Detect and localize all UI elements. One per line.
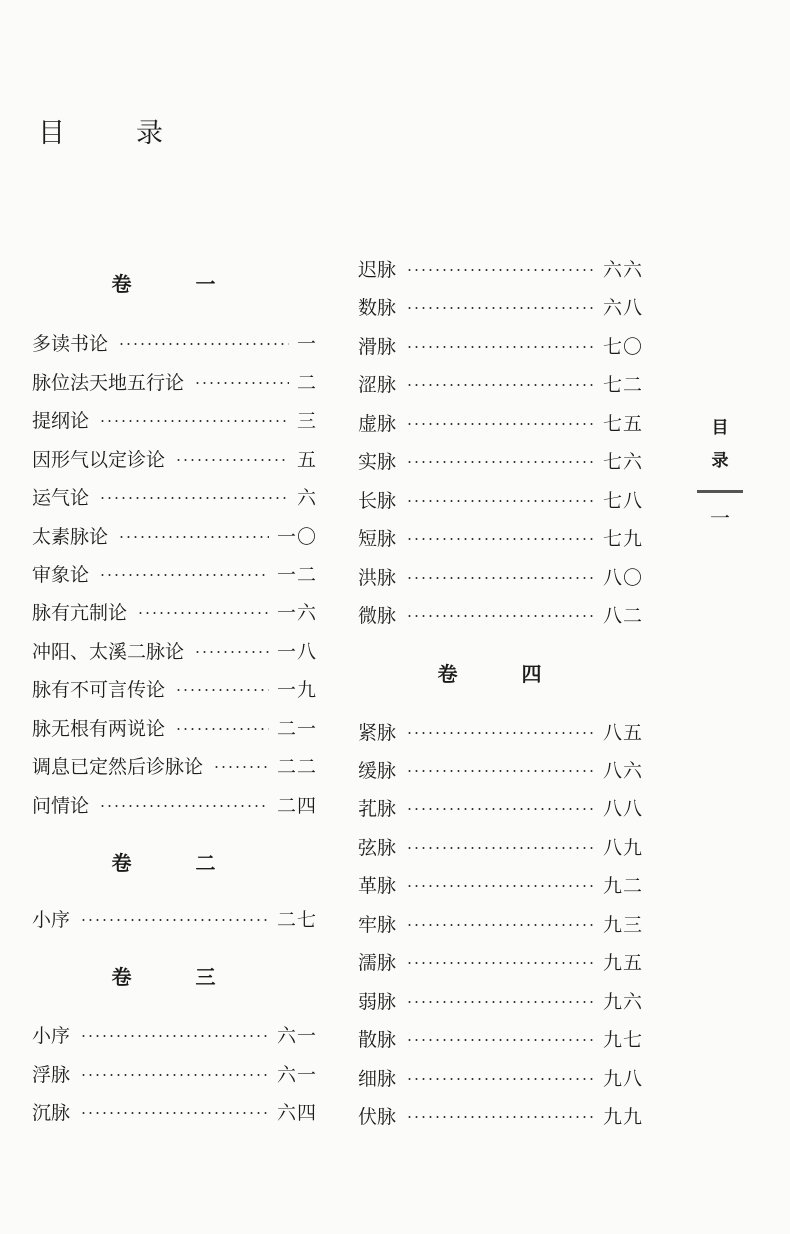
toc-entry[interactable]: [358, 407, 643, 437]
dot-leader: [194, 382, 289, 384]
toc-entry-page: 一〇: [276, 525, 317, 548]
side-section-marker: [696, 412, 744, 533]
toc-entry[interactable]: [32, 673, 317, 703]
toc-entry-page: 七五: [602, 412, 643, 435]
dot-leader: [99, 805, 269, 807]
toc-entry-title: 沉脉: [32, 1101, 71, 1124]
toc-entry-page: 三: [296, 409, 317, 432]
toc-entry[interactable]: [32, 750, 317, 780]
toc-entry-title: 数脉: [358, 296, 397, 319]
dot-leader: [406, 732, 595, 734]
toc-entry-title: 脉有亢制论: [32, 601, 128, 624]
dot-leader: [406, 346, 595, 348]
toc-entry-page: 一: [296, 332, 317, 355]
toc-entry-title: 冲阳、太溪二脉论: [32, 640, 185, 663]
toc-entry[interactable]: [358, 716, 643, 746]
toc-entry-page: 六一: [276, 1063, 317, 1086]
toc-entry-title: 迟脉: [358, 258, 397, 281]
volume-heading-3: 卷 三: [111, 965, 238, 989]
dot-leader: [99, 497, 289, 499]
dot-leader: [406, 1078, 595, 1080]
toc-entry-page: 九五: [602, 951, 643, 974]
toc-entry-title: 紧脉: [358, 721, 397, 744]
toc-entry[interactable]: [358, 253, 643, 283]
dot-leader: [175, 728, 269, 730]
toc-entry-title: 濡脉: [358, 951, 397, 974]
toc-entry-title: 太素脉论: [32, 525, 109, 548]
dot-leader: [99, 574, 269, 576]
dot-leader: [406, 924, 595, 926]
toc-entry[interactable]: [358, 946, 643, 976]
toc-entry-page: 七二: [602, 373, 643, 396]
toc-entry-title: 短脉: [358, 527, 397, 550]
dot-leader: [99, 420, 289, 422]
toc-entry[interactable]: [358, 445, 643, 475]
toc-entry[interactable]: [358, 869, 643, 899]
toc-entry-title: 脉位法天地五行论: [32, 371, 185, 394]
toc-entry[interactable]: [32, 443, 317, 473]
toc-entry[interactable]: [358, 291, 643, 321]
toc-entry-page: 五: [296, 448, 317, 471]
toc-entry-page: 七〇: [602, 335, 643, 358]
page-title: 目 录: [38, 118, 185, 149]
toc-entry[interactable]: [32, 789, 317, 819]
toc-entry[interactable]: [32, 520, 317, 550]
dot-leader: [406, 384, 595, 386]
toc-entry-title: 牢脉: [358, 913, 397, 936]
dot-leader: [406, 538, 595, 540]
toc-entry-page: 一九: [276, 678, 317, 701]
toc-entry[interactable]: [358, 754, 643, 784]
dot-leader: [213, 766, 269, 768]
toc-entry-page: 八八: [602, 797, 643, 820]
dot-leader: [406, 615, 595, 617]
dot-leader: [406, 770, 595, 772]
toc-entry-title: 小序: [32, 1024, 71, 1047]
toc-entry[interactable]: [32, 596, 317, 626]
toc-entry-title: 脉有不可言传论: [32, 678, 166, 701]
toc-entry-page: 八二: [602, 604, 643, 627]
toc-entry[interactable]: [358, 831, 643, 861]
toc-entry-title: 实脉: [358, 450, 397, 473]
side-section-label: 目录: [711, 418, 729, 471]
toc-entry-title: 脉无根有两说论: [32, 717, 166, 740]
toc-entry[interactable]: [358, 599, 643, 629]
toc-entry-title: 审象论: [32, 563, 90, 586]
dot-leader: [406, 423, 595, 425]
toc-entry-title: 弱脉: [358, 990, 397, 1013]
toc-entry[interactable]: [32, 327, 317, 357]
toc-entry[interactable]: [358, 484, 643, 514]
dot-leader: [175, 459, 289, 461]
toc-entry-page: 二七: [276, 908, 317, 931]
dot-leader: [175, 689, 269, 691]
volume-heading-4: 卷 四: [437, 662, 564, 686]
toc-entry-title: 芤脉: [358, 797, 397, 820]
toc-entry-title: 弦脉: [358, 836, 397, 859]
toc-entry-title: 涩脉: [358, 373, 397, 396]
toc-entry[interactable]: [32, 1019, 317, 1049]
dot-leader: [80, 1035, 269, 1037]
toc-entry-page: 九八: [602, 1067, 643, 1090]
dot-leader: [118, 343, 289, 345]
dot-leader: [406, 1116, 595, 1118]
dot-leader: [406, 962, 595, 964]
toc-entry-title: 散脉: [358, 1028, 397, 1051]
toc-entry[interactable]: [32, 712, 317, 742]
toc-entry-page: 六四: [276, 1101, 317, 1124]
dot-leader: [80, 1112, 269, 1114]
toc-entry-page: 一八: [276, 640, 317, 663]
toc-entry-page: 九六: [602, 990, 643, 1013]
toc-entry-page: 八五: [602, 721, 643, 744]
side-divider: [697, 490, 743, 493]
toc-entry-page: 六八: [602, 296, 643, 319]
toc-entry-page: 七六: [602, 450, 643, 473]
toc-entry[interactable]: [358, 522, 643, 552]
toc-entry-title: 问情论: [32, 794, 90, 817]
toc-entry-title: 滑脉: [358, 335, 397, 358]
toc-entry[interactable]: [358, 1062, 643, 1092]
toc-entry-page: 六一: [276, 1024, 317, 1047]
toc-entry[interactable]: [358, 1023, 643, 1053]
dot-leader: [406, 847, 595, 849]
volume-heading-1: 卷 一: [111, 272, 238, 296]
toc-entry-page: 二一: [276, 717, 317, 740]
toc-entry-title: 革脉: [358, 874, 397, 897]
dot-leader: [80, 1074, 269, 1076]
toc-entry-page: 二: [296, 371, 317, 394]
toc-entry-page: 八九: [602, 836, 643, 859]
dot-leader: [406, 1001, 595, 1003]
toc-entry-page: 六六: [602, 258, 643, 281]
toc-entry[interactable]: [32, 903, 317, 933]
volume-heading-2: 卷 二: [111, 851, 238, 875]
toc-entry-title: 调息已定然后诊脉论: [32, 755, 204, 778]
dot-leader: [406, 808, 595, 810]
toc-entry[interactable]: [32, 404, 317, 434]
dot-leader: [406, 577, 595, 579]
toc-entry[interactable]: [358, 561, 643, 591]
toc-entry-page: 一二: [276, 563, 317, 586]
dot-leader: [406, 307, 595, 309]
toc-entry-page: 九七: [602, 1028, 643, 1051]
toc-entry-page: 二四: [276, 794, 317, 817]
toc-entry-title: 微脉: [358, 604, 397, 627]
toc-entry[interactable]: [358, 368, 643, 398]
dot-leader: [118, 536, 269, 538]
toc-entry-page: 六: [296, 486, 317, 509]
side-page-number: 一: [710, 506, 730, 530]
toc-entry-page: 九九: [602, 1105, 643, 1128]
toc-entry[interactable]: [358, 908, 643, 938]
toc-entry-title: 细脉: [358, 1067, 397, 1090]
toc-entry-title: 伏脉: [358, 1105, 397, 1128]
toc-entry-title: 因形气以定诊论: [32, 448, 166, 471]
toc-entry[interactable]: [32, 558, 317, 588]
toc-entry-title: 多读书论: [32, 332, 109, 355]
toc-entry-title: 长脉: [358, 489, 397, 512]
dot-leader: [406, 1039, 595, 1041]
toc-entry-page: 七八: [602, 489, 643, 512]
toc-entry[interactable]: [32, 1096, 317, 1126]
dot-leader: [406, 461, 595, 463]
toc-entry-title: 缓脉: [358, 759, 397, 782]
toc-entry-page: 二二: [276, 755, 317, 778]
toc-entry[interactable]: [358, 330, 643, 360]
toc-entry[interactable]: [32, 366, 317, 396]
toc-entry-page: 九三: [602, 913, 643, 936]
dot-leader: [80, 919, 269, 921]
toc-entry[interactable]: [32, 1058, 317, 1088]
toc-entry-page: 七九: [602, 527, 643, 550]
toc-entry[interactable]: [32, 635, 317, 665]
toc-entry-page: 八六: [602, 759, 643, 782]
dot-leader: [194, 651, 269, 653]
toc-entry-title: 虚脉: [358, 412, 397, 435]
toc-entry-page: 九二: [602, 874, 643, 897]
toc-entry[interactable]: [358, 1100, 643, 1130]
toc-entry[interactable]: [32, 481, 317, 511]
toc-entry-title: 洪脉: [358, 566, 397, 589]
toc-entry[interactable]: [358, 792, 643, 822]
toc-entry-page: 一六: [276, 601, 317, 624]
toc-entry-title: 运气论: [32, 486, 90, 509]
toc-entry-title: 浮脉: [32, 1063, 71, 1086]
dot-leader: [406, 885, 595, 887]
dot-leader: [406, 269, 595, 271]
dot-leader: [406, 500, 595, 502]
dot-leader: [137, 612, 269, 614]
toc-entry-title: 提纲论: [32, 409, 90, 432]
toc-entry-title: 小序: [32, 908, 71, 931]
toc-entry[interactable]: [358, 985, 643, 1015]
toc-entry-page: 八〇: [602, 566, 643, 589]
